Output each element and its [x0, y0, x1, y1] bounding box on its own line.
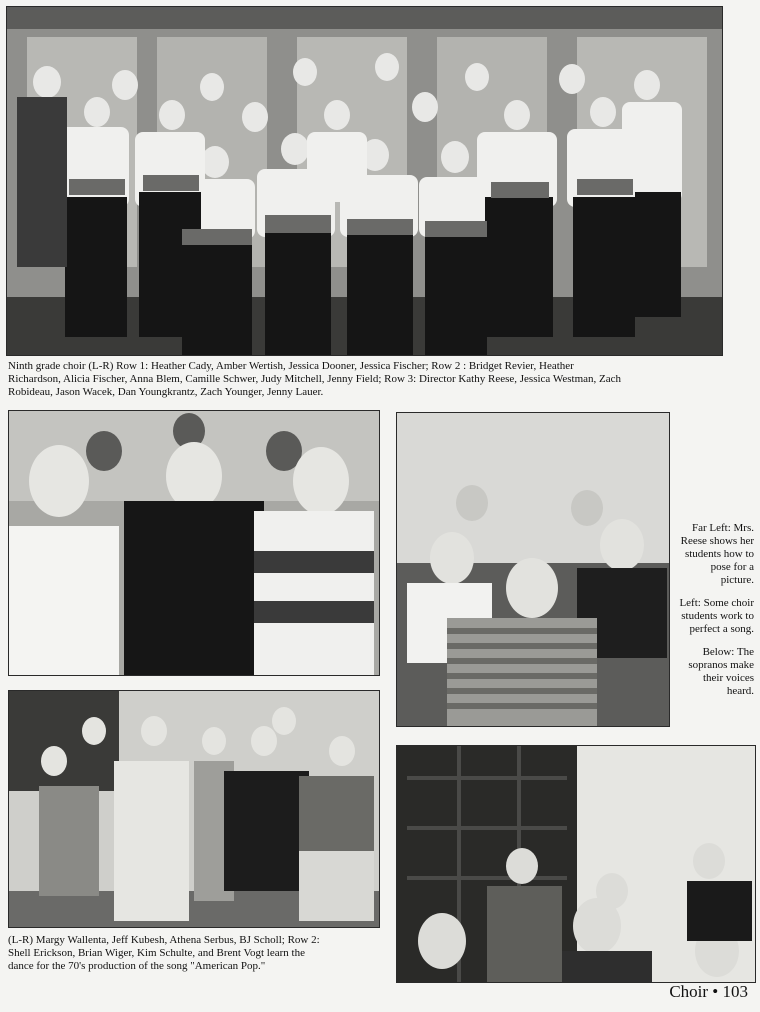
group-photo-caption [8, 360, 728, 399]
sopranos-illustration [397, 746, 755, 982]
dance-caption-line-2: Shell Erickson, Brian Wiger, Kim Schulte, and Brent Vogt learn the [8, 947, 305, 959]
page-footer [669, 982, 748, 1002]
choir-students-photo [396, 412, 670, 727]
dance-photo-caption [8, 934, 388, 973]
dance-rehearsal-photo [8, 690, 380, 928]
mrs-reese-photo [8, 410, 380, 676]
sopranos-photo [396, 745, 756, 983]
group-caption-line-3: Robideau, Jason Wacek, Dan Youngkrantz, Zach Younger, Jenny Lauer. [8, 386, 324, 398]
section-name: Choir [669, 982, 709, 1001]
group-caption-line-1: Ninth grade choir (L-R) Row 1: Heather Cady, Amber Wertish, Jessica Dooner, Jessica Fischer; Row 2 : Bridget Revier, Heather [8, 360, 574, 372]
group-photo-illustration [7, 7, 722, 355]
side-caption-left: Left: Some choir students work to perfect a song. [679, 597, 754, 635]
side-caption-far-left: Far Left: Mrs. Reese shows her students how to pose for a picture. [680, 522, 754, 586]
side-caption-below: Below: The sopranos make their voices heard. [688, 646, 754, 697]
group-caption-line-2: Richardson, Alicia Fischer, Anna Blem, Camille Schwer, Judy Mitchell, Jenny Field; Row 3: Director Kathy Reese, Jessica Westman, Zach [8, 373, 621, 385]
mrs-reese-illustration [9, 411, 379, 675]
dance-rehearsal-illustration [9, 691, 379, 927]
group-choir-photo [6, 6, 723, 356]
side-captions [676, 522, 754, 708]
footer-separator: • [712, 982, 719, 1001]
page-number: 103 [722, 982, 748, 1001]
dance-caption-line-1: (L-R) Margy Wallenta, Jeff Kubesh, Athena Serbus, BJ Scholl; Row 2: [8, 934, 320, 946]
choir-students-illustration [397, 413, 669, 726]
dance-caption-line-3: dance for the 70's production of the song "American Pop." [8, 960, 266, 972]
